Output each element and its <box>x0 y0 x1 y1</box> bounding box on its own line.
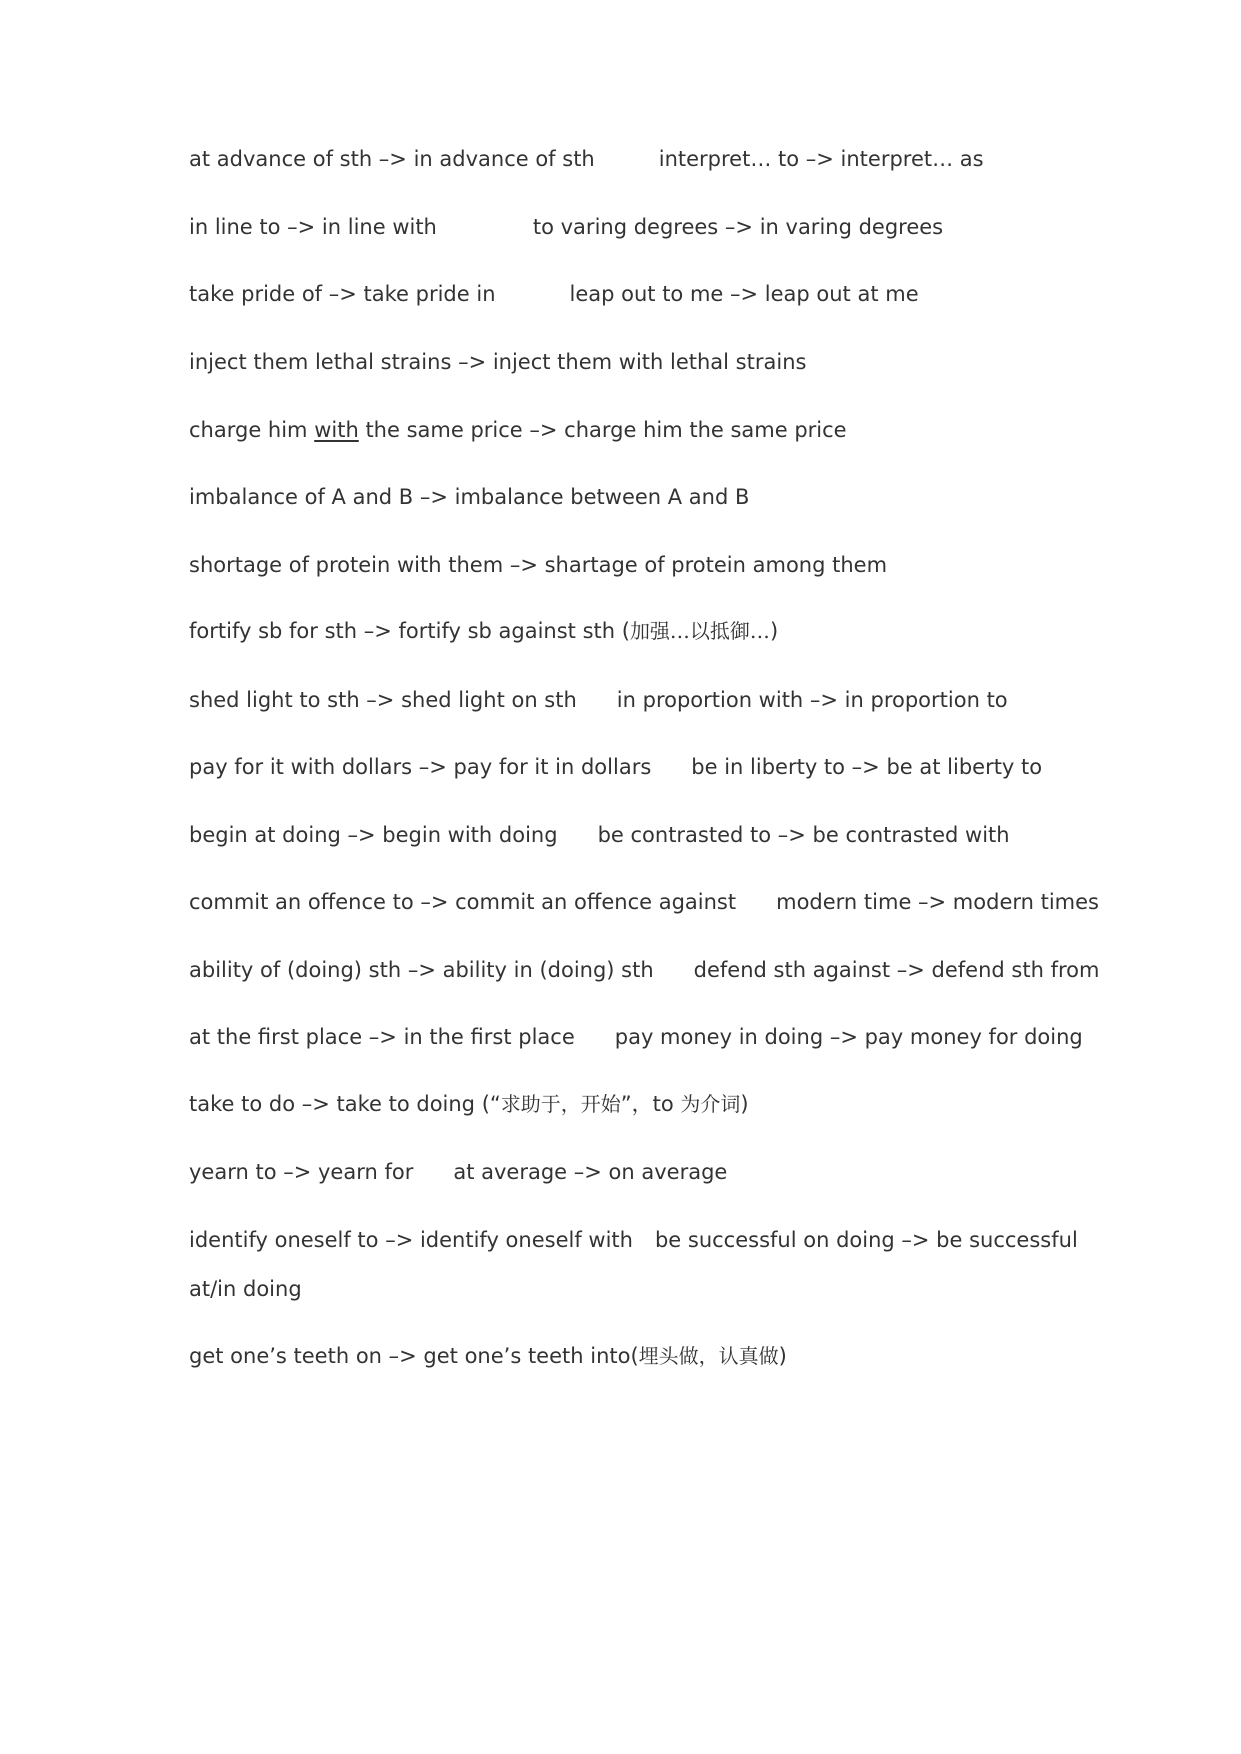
phrase-line-10 <box>189 753 1091 781</box>
phrase-continuation: at/in doing <box>189 1277 302 1301</box>
phrase-left: take to do –> take to doing (“ <box>189 1092 501 1116</box>
phrase-right: modern time –> modern times <box>776 890 1099 914</box>
phrase-right: pay money in doing –> pay money for doing <box>614 1025 1083 1049</box>
phrase-left: take pride of –> take pride in <box>189 282 496 306</box>
phrase-left: at the first place –> in the first place <box>189 1025 575 1049</box>
phrase-left: get one’s teeth on –> get one’s teeth into( <box>189 1344 639 1368</box>
phrase-right: interpret… to –> interpret… as <box>658 147 984 171</box>
phrase-line-3 <box>189 280 1091 308</box>
phrase-left: identify oneself to –> identify oneself with <box>189 1228 633 1252</box>
phrase-left: yearn to –> yearn for <box>189 1160 414 1184</box>
phrase-left: ability of (doing) sth –> ability in (doing) sth <box>189 958 654 982</box>
phrase-line-2 <box>189 213 1091 241</box>
phrase-left: in line to –> in line with <box>189 215 437 239</box>
phrase-left: at advance of sth –> in advance of sth <box>189 147 595 171</box>
phrase-line-14 <box>189 1023 1091 1051</box>
phrase-right: defend sth against –> defend sth from <box>693 958 1100 982</box>
chinese-note: 加强…以抵御… <box>629 619 770 643</box>
phrase-left: shortage of protein with them –> shartage of protein among them <box>189 553 888 577</box>
phrase-line-4 <box>189 348 1091 376</box>
phrase-left: imbalance of A and B –> imbalance between A and B <box>189 485 750 509</box>
phrase-left: inject them lethal strains –> inject them with lethal strains <box>189 350 807 374</box>
phrase-line-9 <box>189 686 1091 714</box>
phrase-line-1 <box>189 145 1091 173</box>
phrase-left: begin at doing –> begin with doing <box>189 823 558 847</box>
phrase-line-6 <box>189 483 1091 511</box>
phrase-right: at average –> on average <box>453 1160 728 1184</box>
phrase-right: leap out to me –> leap out at me <box>569 282 919 306</box>
phrase-line-17-continued <box>189 1275 1091 1303</box>
phrase-line-5 <box>189 416 1091 444</box>
phrase-right: to varing degrees –> in varing degrees <box>532 215 944 239</box>
phrase-part: charge him <box>189 418 315 442</box>
phrase-right: in proportion with –> in proportion to <box>616 688 1008 712</box>
phrase-left: shed light to sth –> shed light on sth <box>189 688 577 712</box>
phrase-line-16 <box>189 1158 1091 1186</box>
chinese-note: 求助于，开始 <box>500 1092 621 1116</box>
phrase-end: ) <box>769 619 779 643</box>
phrase-left: pay for it with dollars –> pay for it in dollars <box>189 755 652 779</box>
phrase-part: the same price –> charge him the same price <box>358 418 847 442</box>
phrase-right: be contrasted to –> be contrasted with <box>597 823 1010 847</box>
chinese-note-2: 为介词 <box>680 1092 741 1116</box>
phrase-line-11 <box>189 821 1091 849</box>
phrase-left: fortify sb for sth –> fortify sb against sth ( <box>189 619 630 643</box>
underlined-word: with <box>314 418 359 442</box>
phrase-line-18 <box>189 1342 1091 1370</box>
phrase-mid: ”，to <box>620 1092 681 1116</box>
phrase-line-8 <box>189 617 1091 645</box>
phrase-end: ) <box>778 1344 787 1368</box>
phrase-line-15 <box>189 1090 1091 1118</box>
phrase-line-13 <box>189 956 1100 984</box>
phrase-line-7 <box>189 551 1091 579</box>
chinese-note: 埋头做，认真做 <box>638 1344 779 1368</box>
phrase-line-17 <box>189 1226 1091 1254</box>
phrase-right: be in liberty to –> be at liberty to <box>691 755 1043 779</box>
phrase-left: commit an offence to –> commit an offence against <box>189 890 737 914</box>
phrase-line-12 <box>189 888 1099 916</box>
phrase-end: ) <box>740 1092 749 1116</box>
phrase-right: be successful on doing –> be successful <box>654 1228 1078 1252</box>
